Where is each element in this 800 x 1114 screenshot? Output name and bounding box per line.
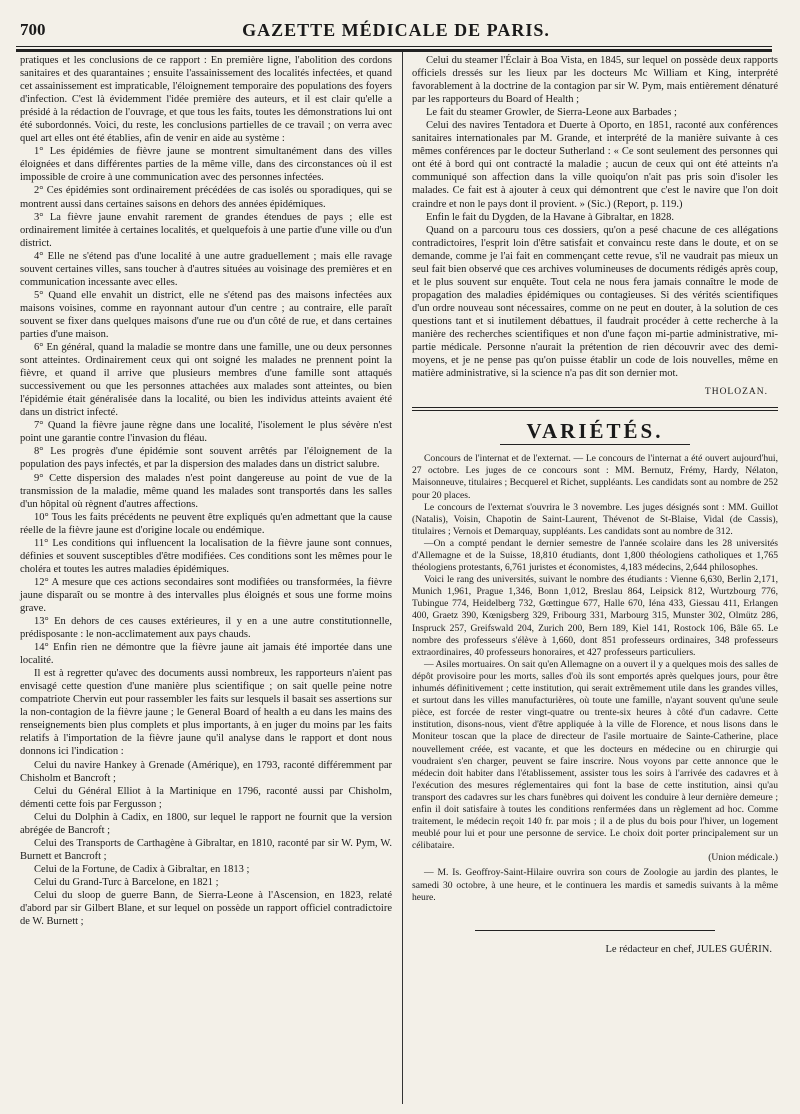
paragraph: Celui du navire Hankey à Grenade (Amérique), en 1793, raconté différemment par Chisholm et Bancroft ;	[20, 759, 392, 784]
paragraph: Le fait du steamer Growler, de Sierra-Leone aux Barbades ;	[426, 107, 677, 119]
editor-signature: Le rédacteur en chef, JULES GUÉRIN.	[605, 943, 772, 955]
author-signature: THOLOZAN.	[704, 387, 768, 398]
paragraph: 7° Quand la fièvre jaune règne dans une localité, l'isolement le plus sévère n'est point une garantie contre l'invasion du fléau.	[20, 420, 392, 445]
page-number: 700	[20, 20, 46, 39]
varietes-section	[412, 453, 778, 903]
paragraph: Il est à regretter qu'avec des documents aussi nombreux, les rapporteurs n'aient pas envisagé cette question d'une manière plus scientifique ; on sait quelle peine notre compatriote Chervin eut pour rassembler les faits sur lesquels il basait ses assertions sur la non-contagion de la fièvre jaune ; le General Board of health a eu dans les mains des renseignements bien plus complets et plus importants, à en juger du moins par les faits relatifs à l'importation de la fièvre jaune qu'il analyse dans le rapport et dont nous donnons ici l'indication :	[20, 668, 392, 758]
paragraph: 6° En général, quand la maladie se montre dans une famille, une ou deux personnes sont atteintes. Ordinairement ceux qui ont soigné les malades ne prennent point la fièvre, et quand il arrive que plusieurs membres d'une famille sont attaqués successivement ou que les personnes attachées aux malades sont atteintes, ou bien l'épidémie était généralisée dans la localité, ou bien les individus atteints avaient été dans un district infecté.	[20, 342, 392, 419]
news-item: Le concours de l'externat s'ouvrira le 3 novembre. Les juges désignés sont : MM. Guillot (Natalis), Voisin, Chapotin de Saint-Laurent, Thévenot de St-Blaise, Vidal (de Cassis), titulaires ; Vernois et Demarquay, suppléants. Les candidats sont au nombre de 312.	[412, 501, 778, 537]
section-double-rule	[412, 407, 778, 411]
paragraph: 2° Ces épidémies sont ordinairement précédées de cas isolés ou sporadiques, qui se montrent aussi dans certaines saisons en dehors des années épidémiques.	[20, 185, 392, 210]
paragraph: Celui des Transports de Carthagène à Gibraltar, en 1810, raconté par sir W. Pym, W. Burnett et Bancroft ;	[20, 837, 392, 862]
paragraph: 1° Les épidémies de fièvre jaune se montrent simultanément dans des villes éloignées et dans différentes parties de la même ville, dans des circonstances où il est impossible de croire à une communication avec des personnes infectées.	[20, 146, 392, 184]
paragraph: Quand on a parcouru tous ces dossiers, qu'on a pesé chacune de ces allégations contradictoires, l'esprit loin d'être satisfait et convaincu reste dans le doute, et on se demande, comme je l'ai fait en commençant cette revue, s'il ne vaudrait pas mieux un seul fait bien observé que ces archives volumineuses de documents rédigés après coup, et le plus souvent sur enquête. Tout cela ne nous fera jamais connaître le mode de propagation des maladies épidémiques ou contagieuses. Si des vérités scientifiques d'un ordre nouveau sont nécessaires, comme on ne peut en douter, à la solution de ces questions tant et si inutilement débattues, il faudrait procéder à cette recherche à la manière des recherches scientifiques et non d'une façon mi-partie administrative, mi-partie médicale. Personne n'aurait la prétention de rien découvrir avec des demi-moyens, et je ne pense pas qu'on puisse établir un code de lois nouvelles, même en matière administrative, si la science n'a pas dit son dernier mot.	[412, 224, 778, 380]
paragraph: 13° En dehors de ces causes extérieures, il y en a une autre constitutionnelle, prédisposante : le non-acclimatement aux pays chauds.	[20, 616, 392, 641]
column-divider	[402, 52, 403, 1104]
page-title: GAZETTE MÉDICALE DE PARIS.	[242, 20, 550, 40]
paragraph: 8° Les progrès d'une épidémie sont souvent arrêtés par l'éloignement de la population des pays infectés, et par la dispersion des malades dans un district salubre.	[20, 446, 392, 471]
paragraph: Celui du steamer l'Éclair à Boa Vista, en 1845, sur lequel on possède deux rapports officiels dressés sur les lieux par les docteurs Mc William et King, interprété favorablement à la doctrine de la contagion par sir W. Pym, mais entièrement dénaturé par les rapporteurs du Board of Health ;	[412, 55, 778, 106]
section-title-rule	[500, 444, 690, 445]
right-column	[412, 54, 778, 1104]
paragraph: 11° Les conditions qui influencent la localisation de la fièvre jaune sont connues, définies et souvent susceptibles d'être modifiées. Ces conditions sont les mêmes pour le choléra et toutes les autres maladies épidémiques.	[20, 537, 392, 575]
paragraph: Celui de la Fortune, de Cadix à Gibraltar, en 1813 ;	[34, 863, 250, 875]
section-title: VARIÉTÉS.	[526, 419, 664, 444]
paragraph: 9° Cette dispersion des malades n'est point dangereuse au point de vue de la transmission de la maladie, même quand les malades sont transportés dans les salles d'un hôpital où règnent d'autres affections.	[20, 472, 392, 510]
paragraph: Enfin le fait du Dygden, de la Havane à Gibraltar, en 1828.	[426, 211, 674, 223]
paragraph: 5° Quand elle envahit un district, elle ne s'étend pas des maisons infectées aux maisons voisines, comme en rayonnant autour d'un centre ; au contraire, elle paraît souvent se fixer dans quelques maisons d'une rue ou d'un côté de rue, et dans certaines parties d'une maison.	[20, 289, 392, 340]
news-item: — Asiles mortuaires. On sait qu'en Allemagne on a ouvert il y a quelques mois des salles de dépôt provisoire pour les morts, salles d'où ils sont emportés après quelques jours, pour être inhumés définitivement ; cette institution, qui serait extrêmement utile dans les grandes villes, et surtout dans les villes manufacturières, où toute une famille, n'ayant souvent qu'une seule pièce, est forcée de rester vingt-quatre ou trente-six heures à côté d'un cadavre. Cette institution, disons-nous, vient d'être appliquée à la ville de Florence, et nous lisons dans le Moniteur toscan que la place de directeur de l'asile mortuaire de Sainte-Catherine, place nouvellement créée, est vacante, et que les docteurs en médecine ou en chirurgie qui voudraient s'en charger, peuvent se faire inscrire. Nous voyons par cette annonce que le médecin doit habiter dans l'établissement, assister tous les soirs à l'arrivée des cadavres et à l'exécution des mesures réglementaires qui font la base de cette institution, ainsi qu'au transport des cadavres sur les chars funèbres qui doivent les conduire à leur dernière demeure ; enfin il doit satisfaire à toutes les conditions renfermées dans un règlement ad hoc. Comme traitement, le médecin reçoit 140 fr. par mois ; il a de plus du bois pour l'hiver, un logement meublé pour lui et pour une personne de service. Le choix doit porter principalement sur un célibataire.	[412, 658, 778, 852]
end-rule	[475, 930, 715, 931]
header-rule-thin	[16, 46, 772, 47]
paragraph: 10° Tous les faits précédents ne peuvent être expliqués qu'en admettant que la cause réelle de la fièvre jaune est d'origine locale ou endémique.	[20, 511, 392, 536]
page-header	[18, 20, 774, 42]
paragraph: Celui des navires Tentadora et Duerte à Oporto, en 1851, raconté aux conférences sanitaires internationales par M. Grande, et interprété de la manière suivante à ces mêmes conférences par le docteur Sutherland : « Ce sont seulement des personnes qui ont été à bord qui ont contracté la maladie ; aucun de ceux qui ont été atteints n'a communiqué son affection dans la ville quoiqu'on n'ait pas pris soin d'isoler les malades. Ce fait est à ajouter à ceux qui démontrent que c'est le navire que l'on doit craindre et non le pays dont il provient. » (Sic.) (Report, p. 119.)	[412, 120, 778, 210]
header-rule-thick	[16, 49, 772, 52]
paragraph: 14° Enfin rien ne démontre que la fièvre jaune ait jamais été importée dans une localité.	[20, 642, 392, 667]
paragraph: Celui du sloop de guerre Bann, de Sierra-Leone à l'Ascension, en 1823, relaté d'abord par sir Gilbert Blane, et sur lequel on possède un rapport officiel contradictoire de W. Burnett ;	[20, 890, 392, 928]
paragraph: Celui du Dolphin à Cadix, en 1800, sur lequel le rapport ne fournit que la version abrégée de Bancroft ;	[20, 811, 392, 836]
paragraph: 3° La fièvre jaune envahit rarement de grandes étendues de pays ; elle est ordinairement limitée à certaines localités, et quelquefois à une partie d'une ville ou d'un district.	[20, 211, 392, 249]
paragraph: pratiques et les conclusions de ce rapport : En première ligne, l'abolition des cordons sanitaires et des quarantaines ; ensuite l'assainissement des localités infectées, et quand cet assainissement est impraticable, l'éloignement temporaire des populations des foyers d'infection. C'est là évidemment l'idée première des auteurs, et il est clair qu'elle a présidé à la rédaction de l'ouvrage, et que tous les faits, toutes les démonstrations lui ont été subordonnés. Voici, du reste, les conclusions partielles de ce travail ; on verra avec quel art elles ont été établies, afin de venir en aide au système :	[20, 55, 392, 145]
paragraph: Celui du Grand-Turc à Barcelone, en 1821 ;	[34, 876, 219, 888]
paragraph: Celui du Général Elliot à la Martinique en 1796, raconté aussi par Chisholm, démenti cette fois par Fergusson ;	[20, 785, 392, 810]
paragraph: 12° A mesure que ces actions secondaires sont modifiées ou transformées, la fièvre jaune disparaît ou se montre à des intervalles plus éloignés et sous une forme moins grave.	[20, 576, 392, 614]
left-column	[20, 54, 392, 1104]
news-item: —On a compté pendant le dernier semestre de l'année scolaire dans les 28 universités d'Allemagne et de la Suisse, 18,810 étudiants, dont 1,800 théologiens catholiques et 1,765 théologiens protestants, 6,761 juristes et économistes, 4,183 médecins, 2,644 philosophes.	[412, 537, 778, 574]
news-item: Voici le rang des universités, suivant le nombre des étudiants : Vienne 6,630, Berlin 2,171, Munich 1,961, Prague 1,346, Bonn 1,012, Breslau 864, Leipsick 812, Wurtzbourg 776, Tubingue 774, Heidelberg 732, Gœttingue 677, Halle 670, Iéna 433, Giessau 411, Erlangen 400, Graetz 390, Kœnigsberg 329, Fribourg 331, Marbourg 315, Munster 302, Olmütz 286, Inspruck 257, Greifswald 204, Zurich 200, Bern 189, Kiel 141, Rostock 106, Bâle 65. Le nombre des professeurs s'élève à 1,660, dont 851 professeurs ordinaires, 348 professeurs extraordinaires, 40 professeurs honoraires, et 427 professeurs particuliers.	[412, 574, 778, 658]
paragraph: 4° Elle ne s'étend pas d'une localité à une autre graduellement ; mais elle ravage souvent certaines villes, sans toucher à d'autres situées au voisinage des premières et en communication incessante avec elles.	[20, 250, 392, 288]
news-item: Concours de l'internat et de l'externat. — Le concours de l'internat a été ouvert aujourd'hui, 27 octobre. Les juges de ce concours sont : MM. Bernutz, Frémy, Hardy, Nélaton, Maisonneuve, titulaires ; Becquerel et Richet, suppléants. Les candidats sont au nombre de 252 pour 20 places.	[412, 453, 778, 501]
news-item: — M. Is. Geoffroy-Saint-Hilaire ouvrira son cours de Zoologie au jardin des plantes, le samedi 30 octobre, à une heure, et le continuera les mardis et samedis suivants à la même heure.	[412, 867, 778, 903]
source-credit: (Union médicale.)	[708, 852, 778, 864]
